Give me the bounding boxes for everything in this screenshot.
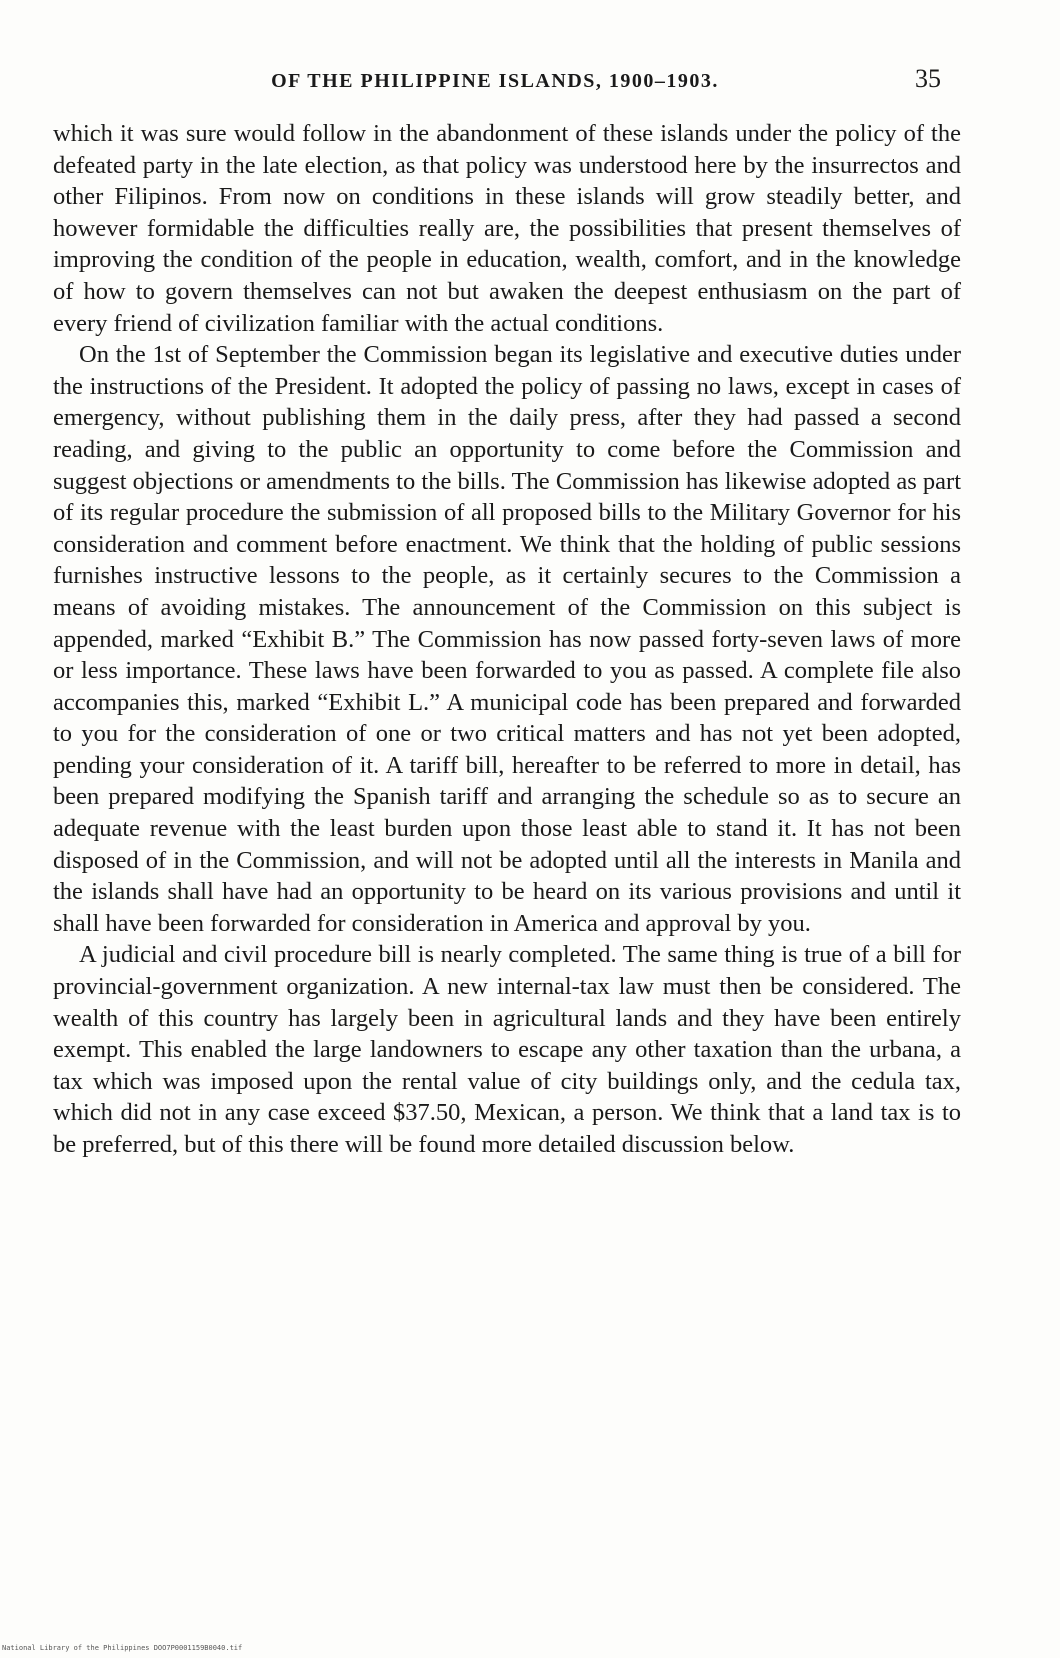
body-text <box>53 118 961 1161</box>
scan-footer-note: National Library of the Philippines DOO7P0001159B0040.tif <box>2 1644 243 1652</box>
paragraph-judicial-bill: A judicial and civil procedure bill is nearly completed. The same thing is true of a bill for provincial-government organization. A new internal-tax law must then be considered. The wealth of this country has largely been in agricultural lands and they have been entirely exempt. This enabled the large landowners to escape any other taxation than the urbana, a tax which was imposed upon the rental value of city buildings only, and the cedula tax, which did not in any case exceed $37.50, Mexican, a person. We think that a land tax is to be preferred, but of this there will be found more detailed discussion below. <box>53 941 961 1158</box>
page-number: 35 <box>915 64 941 93</box>
running-head-title: OF THE PHILIPPINE ISLANDS, 1900–1903. <box>271 70 719 92</box>
paragraph-continuation: which it was sure would follow in the abandonment of these islands under the policy of the defeated party in the late election, as that policy was understood here by the insurrectos and other Filipinos. From now on conditions in these islands will grow steadily better, and however formidable the difficulties really are, the possibilities that present themselves of improving the condition of the people in education, wealth, comfort, and in the knowledge of how to govern themselves can not but awaken the deepest enthusiasm on the part of every friend of civilization familiar with the actual conditions. <box>53 120 961 337</box>
paragraph-commission-duties: On the 1st of September the Commission began its legislative and executive duties under the instructions of the President. It adopted the policy of passing no laws, except in cases of emergency, without publishing them in the daily press, after they had passed a second reading, and giving to the public an opportunity to come before the Commission and suggest objections or amendments to the bills. The Commission has likewise adopted as part of its regular procedure the submission of all proposed bills to the Military Governor for his consideration and comment before enactment. We think that the holding of public sessions furnishes instructive lessons to the people, as it certainly secures to the Commission a means of avoiding mistakes. The announcement of the Commission on this subject is appended, marked “Exhibit B.” The Commission has now passed forty-seven laws of more or less importance. These laws have been forwarded to you as passed. A complete file also accompanies this, marked “Exhibit L.” A municipal code has been prepared and forwarded to you for the consideration of one or two critical matters and has not yet been adopted, pending your consideration of it. A tariff bill, hereafter to be referred to more in detail, has been prepared modifying the Spanish tariff and arranging the schedule so as to secure an adequate revenue with the least burden upon those least able to stand it. It has not been disposed of in the Commission, and will not be adopted until all the interests in Manila and the islands shall have had an opportunity to be heard on its various provisions and until it shall have been forwarded for consideration in America and approval by you. <box>53 341 961 937</box>
